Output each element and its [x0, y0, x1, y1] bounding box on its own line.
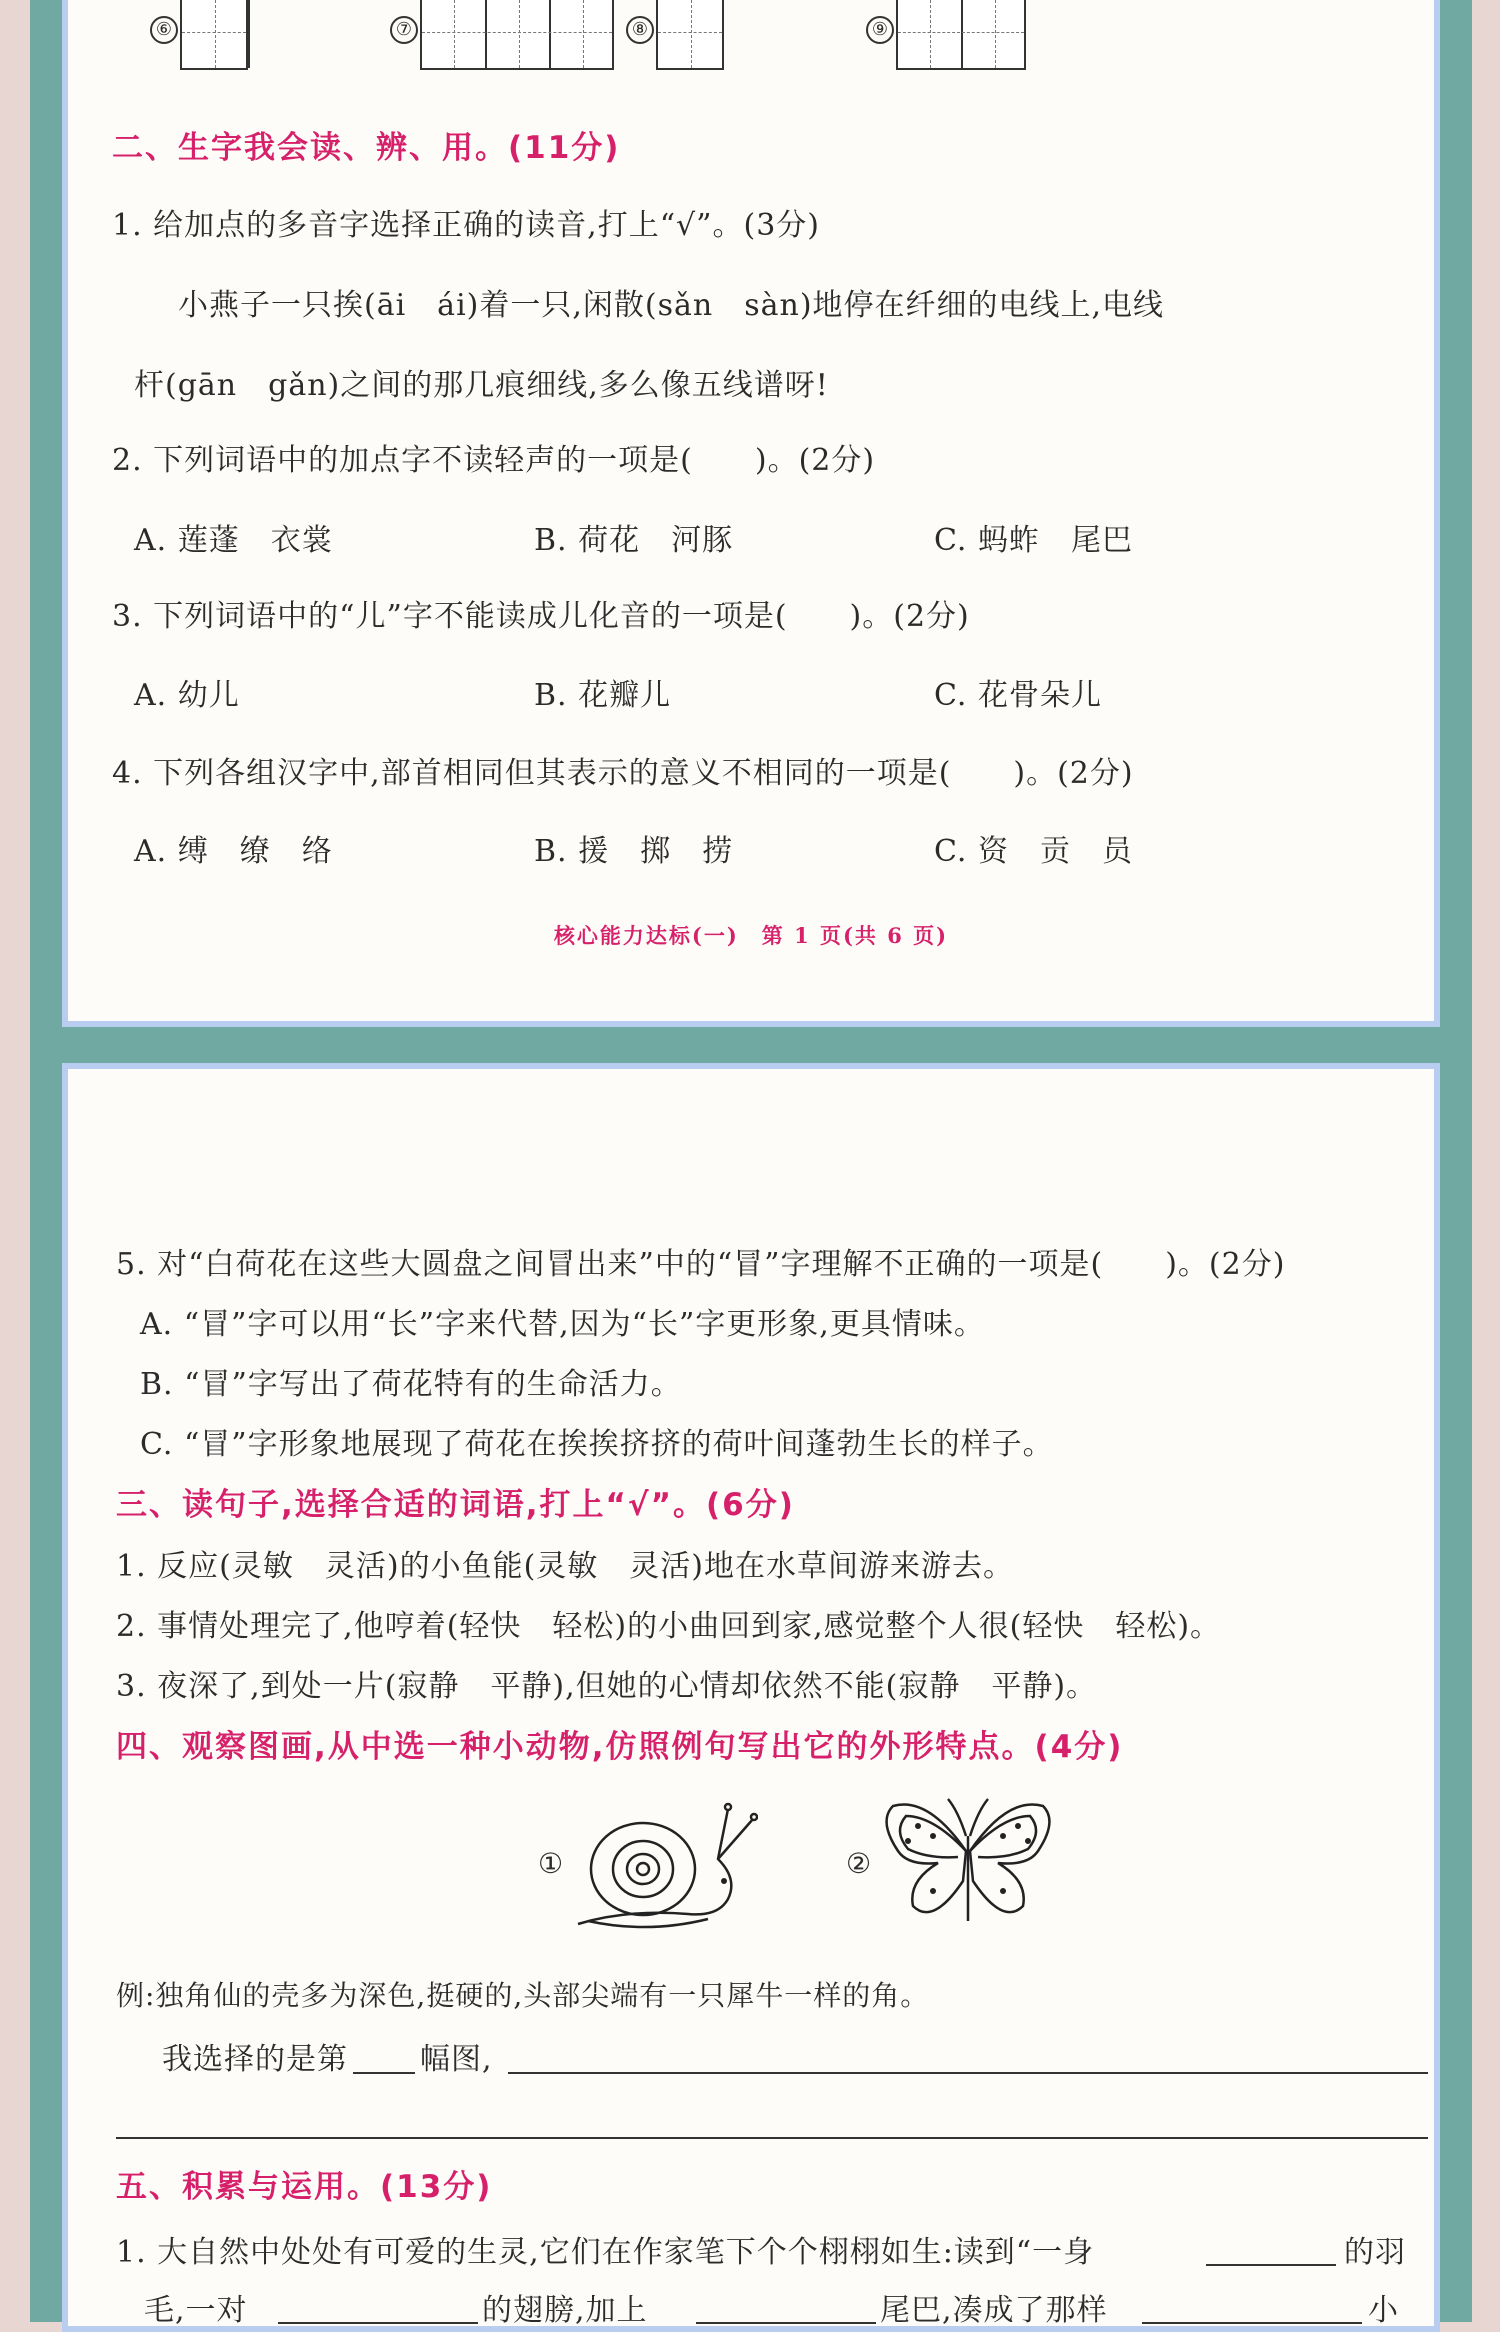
question-4-option-a: A. 缚 缭 络	[134, 834, 333, 869]
picture-number-2: ②	[846, 1847, 872, 1880]
section-5-q1-line-2d: 小	[1368, 2293, 1399, 2328]
section-4-title: 四、观察图画,从中选一种小动物,仿照例句写出它的外形特点。(4分)	[116, 1729, 1124, 1765]
question-3-option-c: C. 花骨朵儿	[934, 678, 1102, 713]
example-sentence: 例:独角仙的壳多为深色,挺硬的,头部尖端有一只犀牛一样的角。	[116, 1979, 930, 2012]
question-4-option-b: B. 援 掷 捞	[534, 834, 734, 869]
page-footer: 核心能力达标(一) 第 1 页(共 6 页)	[553, 923, 949, 948]
writing-grid-9	[896, 0, 1026, 70]
question-5-option-a: A. “冒”字可以用“长”字来代替,因为“长”字更形象,更具情味。	[140, 1307, 985, 1342]
fill-blank-4[interactable]	[1142, 2322, 1362, 2324]
question-5-stem: 5. 对“白荷花在这些大圆盘之间冒出来”中的“冒”字理解不正确的一项是( )。(2分)	[116, 1247, 1286, 1282]
section-3-item-1: 1. 反应(灵敏 灵活)的小鱼能(灵敏 灵活)地在水草间游来游去。	[116, 1549, 1014, 1584]
section-3-title: 三、读句子,选择合适的词语,打上“√”。(6分)	[116, 1487, 795, 1523]
page-frame-2	[30, 1045, 1472, 2328]
worksheet-page-1	[62, 0, 1440, 1027]
picture-number-blank[interactable]	[353, 2072, 415, 2074]
choice-suffix: 幅图,	[420, 2042, 493, 2077]
fill-blank-2[interactable]	[278, 2322, 478, 2324]
answer-line-2[interactable]	[116, 2137, 1428, 2139]
choice-prefix: 我选择的是第	[162, 2042, 348, 2077]
fill-blank-1[interactable]	[1206, 2264, 1336, 2266]
answer-line-1[interactable]	[508, 2072, 1428, 2074]
question-4-stem: 4. 下列各组汉字中,部首相同但其表示的意义不相同的一项是( )。(2分)	[112, 756, 1134, 791]
question-1-stem: 1. 给加点的多音字选择正确的读音,打上“√”。(3分)	[112, 208, 820, 243]
section-5-q1-line-2c: 尾巴,凑成了那样	[880, 2293, 1108, 2328]
grid-number-7: ⑦	[390, 16, 418, 44]
section-3-item-2: 2. 事情处理完了,他哼着(轻快 轻松)的小曲回到家,感觉整个人很(轻快 轻松)。	[116, 1609, 1222, 1644]
question-2-option-c: C. 蚂蚱 尾巴	[934, 523, 1133, 558]
section-5-q1-line-2a: 毛,一对	[144, 2293, 248, 2328]
writing-grid-7	[420, 0, 614, 70]
question-3-option-a: A. 幼儿	[134, 678, 240, 713]
question-3-stem: 3. 下列词语中的“儿”字不能读成儿化音的一项是( )。(2分)	[112, 599, 970, 634]
section-3-item-3: 3. 夜深了,到处一片(寂静 平静),但她的心情却依然不能(寂静 平静)。	[116, 1669, 1098, 1704]
question-1-passage-line-1: 小燕子一只挨(āi ái)着一只,闲散(sǎn sàn)地停在纤细的电线上,电线	[178, 288, 1165, 323]
grid-number-6: ⑥	[150, 16, 178, 44]
question-4-option-c: C. 资 贡 员	[934, 834, 1133, 869]
section-5-q1-line-1a: 1. 大自然中处处有可爱的生灵,它们在作家笔下个个栩栩如生:读到“一身	[116, 2235, 1095, 2270]
question-2-option-b: B. 荷花 河豚	[534, 523, 734, 558]
section-5-q1-line-2b: 的翅膀,加上	[482, 2293, 648, 2328]
grid-number-9: ⑨	[866, 16, 894, 44]
grid-number-8: ⑧	[626, 16, 654, 44]
question-2-option-a: A. 莲蓬 衣裳	[134, 523, 333, 558]
section-2-title: 二、生字我会读、辨、用。(11分)	[112, 130, 621, 166]
question-5-option-b: B. “冒”字写出了荷花特有的生命活力。	[140, 1367, 682, 1402]
question-5-option-c: C. “冒”字形象地展现了荷花在挨挨挤挤的荷叶间蓬勃生长的样子。	[140, 1427, 1054, 1462]
question-3-option-b: B. 花瓣儿	[534, 678, 672, 713]
worksheet-page-2	[62, 1063, 1440, 2332]
writing-grid-6	[180, 0, 248, 70]
snail-icon	[568, 1789, 758, 1939]
picture-number-1: ①	[538, 1847, 564, 1880]
question-1-passage-line-2: 杆(gān gǎn)之间的那几痕细线,多么像五线谱呀!	[134, 368, 829, 403]
question-2-stem: 2. 下列词语中的加点字不读轻声的一项是( )。(2分)	[112, 443, 876, 478]
section-5-q1-line-1b: 的羽	[1344, 2235, 1406, 2270]
page-frame-1	[30, 0, 1472, 1045]
writing-grid-8	[656, 0, 724, 70]
butterfly-icon	[878, 1791, 1058, 1931]
fill-blank-3[interactable]	[696, 2322, 876, 2324]
section-5-title: 五、积累与运用。(13分)	[116, 2169, 493, 2205]
